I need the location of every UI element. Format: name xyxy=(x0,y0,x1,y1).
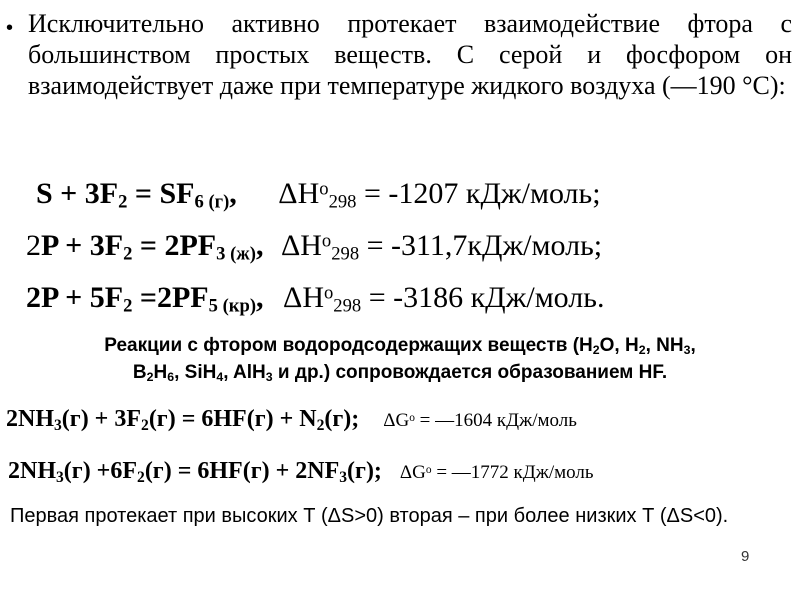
equation-pcl3: $2P + 3F_2 = 2PF_{3 (ж)}$, $\Delta H^o_{298}$ = -311,7кДж/моль; xyxy=(26,229,603,265)
reactions-note: Реакции с фтором водородсодержащих веществ ($H_2O$, $H_2$, $NH_3$, $B_2H_6$, SiH$_4$, AlH$_3$ и др.) сопровождается образованием HF. xyxy=(104,335,696,385)
conclusion-text: Первая протекает при высоких Т (ΔS>0) вторая – при более низких Т (ΔS<0). xyxy=(10,505,729,527)
intro-paragraph: Исключительно активно протекает взаимодействие фтора с большинством простых веществ. С серой и фосфором он взаимодействует даже при температуре жидкого воздуха (—190 °С): xyxy=(28,9,792,100)
reaction-nh3-nf3: $2NH_3(г) +6F_2(г) = 6HF(г) + 2NF_3(г)$; $\Delta G^o$ = —1772 кДж/моль xyxy=(8,458,594,486)
page-number: 9 xyxy=(741,548,750,565)
equation-pf5: $2P + 5F_2 =2PF_{5 (кр)}$, $\Delta H^o_{298} = -3186$ кДж/моль. xyxy=(26,281,605,317)
bullet-icon: • xyxy=(6,17,14,39)
gibbs-value: $\Delta G^o$ = —1772 кДж/моль xyxy=(399,462,594,483)
reaction-nh3-f2: $2NH_3(г) + 3F_2(г) = 6HF(г) + N_2(г)$; $\Delta G^o$ = —1604 кДж/моль xyxy=(6,406,577,434)
eq-formula: $S + 3F_2 = SF_{6 (г)}$, xyxy=(36,177,237,213)
equation-sulfur: $S + 3F_2 = SF_{6 (г)}$, $\Delta H^o_{298} = -1207$ кДж/моль; xyxy=(36,177,601,213)
gibbs-value: $\Delta G^o$ = —1604 кДж/моль xyxy=(383,410,577,431)
